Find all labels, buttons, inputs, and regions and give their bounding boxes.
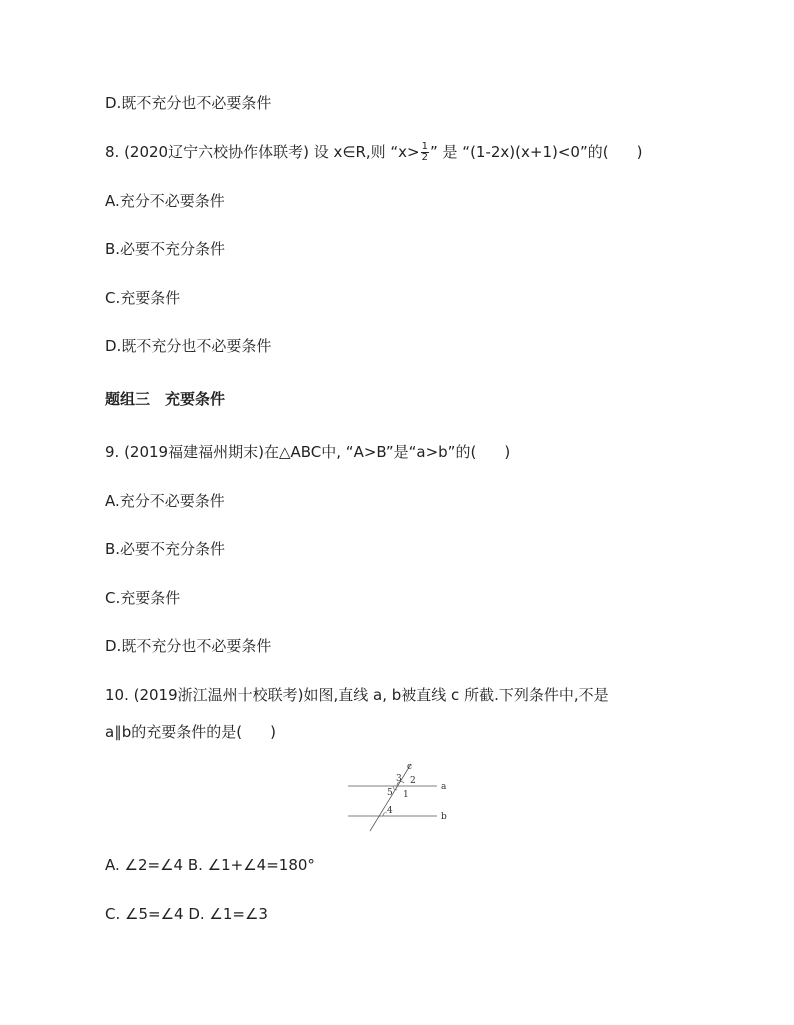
q10-stem-line1: 10. (2019浙江温州十校联考)如图,直线 a, b被直线 c 所截.下列条件中,不是 bbox=[105, 686, 609, 704]
q10-stem-close: ) bbox=[270, 723, 276, 741]
label-a: a bbox=[441, 782, 447, 792]
q9-option-c: C.充要条件 bbox=[105, 589, 181, 607]
q8-stem-part2: ” 是 “(1-2x)(x+1)<0”的( bbox=[430, 143, 609, 161]
parallel-lines-figure bbox=[345, 760, 450, 832]
q9-option-a: A.充分不必要条件 bbox=[105, 492, 225, 510]
q8-option-a: A.充分不必要条件 bbox=[105, 192, 225, 210]
q10-stem-line2 bbox=[105, 722, 276, 742]
q9-option-d: D.既不充分也不必要条件 bbox=[105, 637, 272, 655]
q10-options-cd: C. ∠5=∠4 D. ∠1=∠3 bbox=[105, 905, 268, 923]
label-2: 2 bbox=[410, 776, 416, 786]
fraction-one-half bbox=[421, 142, 429, 163]
q9-stem bbox=[105, 442, 510, 462]
q8-option-b: B.必要不充分条件 bbox=[105, 240, 226, 258]
label-3: 3 bbox=[396, 774, 402, 784]
q8-stem bbox=[105, 142, 642, 163]
label-b: b bbox=[441, 812, 447, 822]
section-heading: 题组三 充要条件 bbox=[105, 390, 226, 408]
fraction-denominator: 2 bbox=[421, 152, 428, 163]
label-c: c bbox=[407, 762, 413, 772]
label-5: 5 bbox=[387, 788, 393, 798]
q8-option-d: D.既不充分也不必要条件 bbox=[105, 337, 272, 355]
q10-options-ab: A. ∠2=∠4 B. ∠1+∠4=180° bbox=[105, 856, 315, 874]
q7-option-d: D.既不充分也不必要条件 bbox=[105, 94, 272, 112]
q8-stem-close: ) bbox=[636, 143, 643, 161]
label-1: 1 bbox=[403, 790, 409, 800]
q10-stem-text: a∥b的充要条件的是( bbox=[105, 723, 243, 741]
fraction-numerator: 1 bbox=[421, 141, 428, 152]
q8-stem-part1: 8. (2020辽宁六校协作体联考) 设 x∈R,则 “x> bbox=[105, 143, 420, 161]
q9-option-b: B.必要不充分条件 bbox=[105, 540, 226, 558]
q9-stem-close: ) bbox=[504, 443, 511, 461]
q9-stem-text: 9. (2019福建福州期末)在△ABC中, “A>B”是“a>b”的( bbox=[105, 443, 477, 461]
label-4: 4 bbox=[387, 806, 393, 816]
q8-option-c: C.充要条件 bbox=[105, 289, 181, 307]
